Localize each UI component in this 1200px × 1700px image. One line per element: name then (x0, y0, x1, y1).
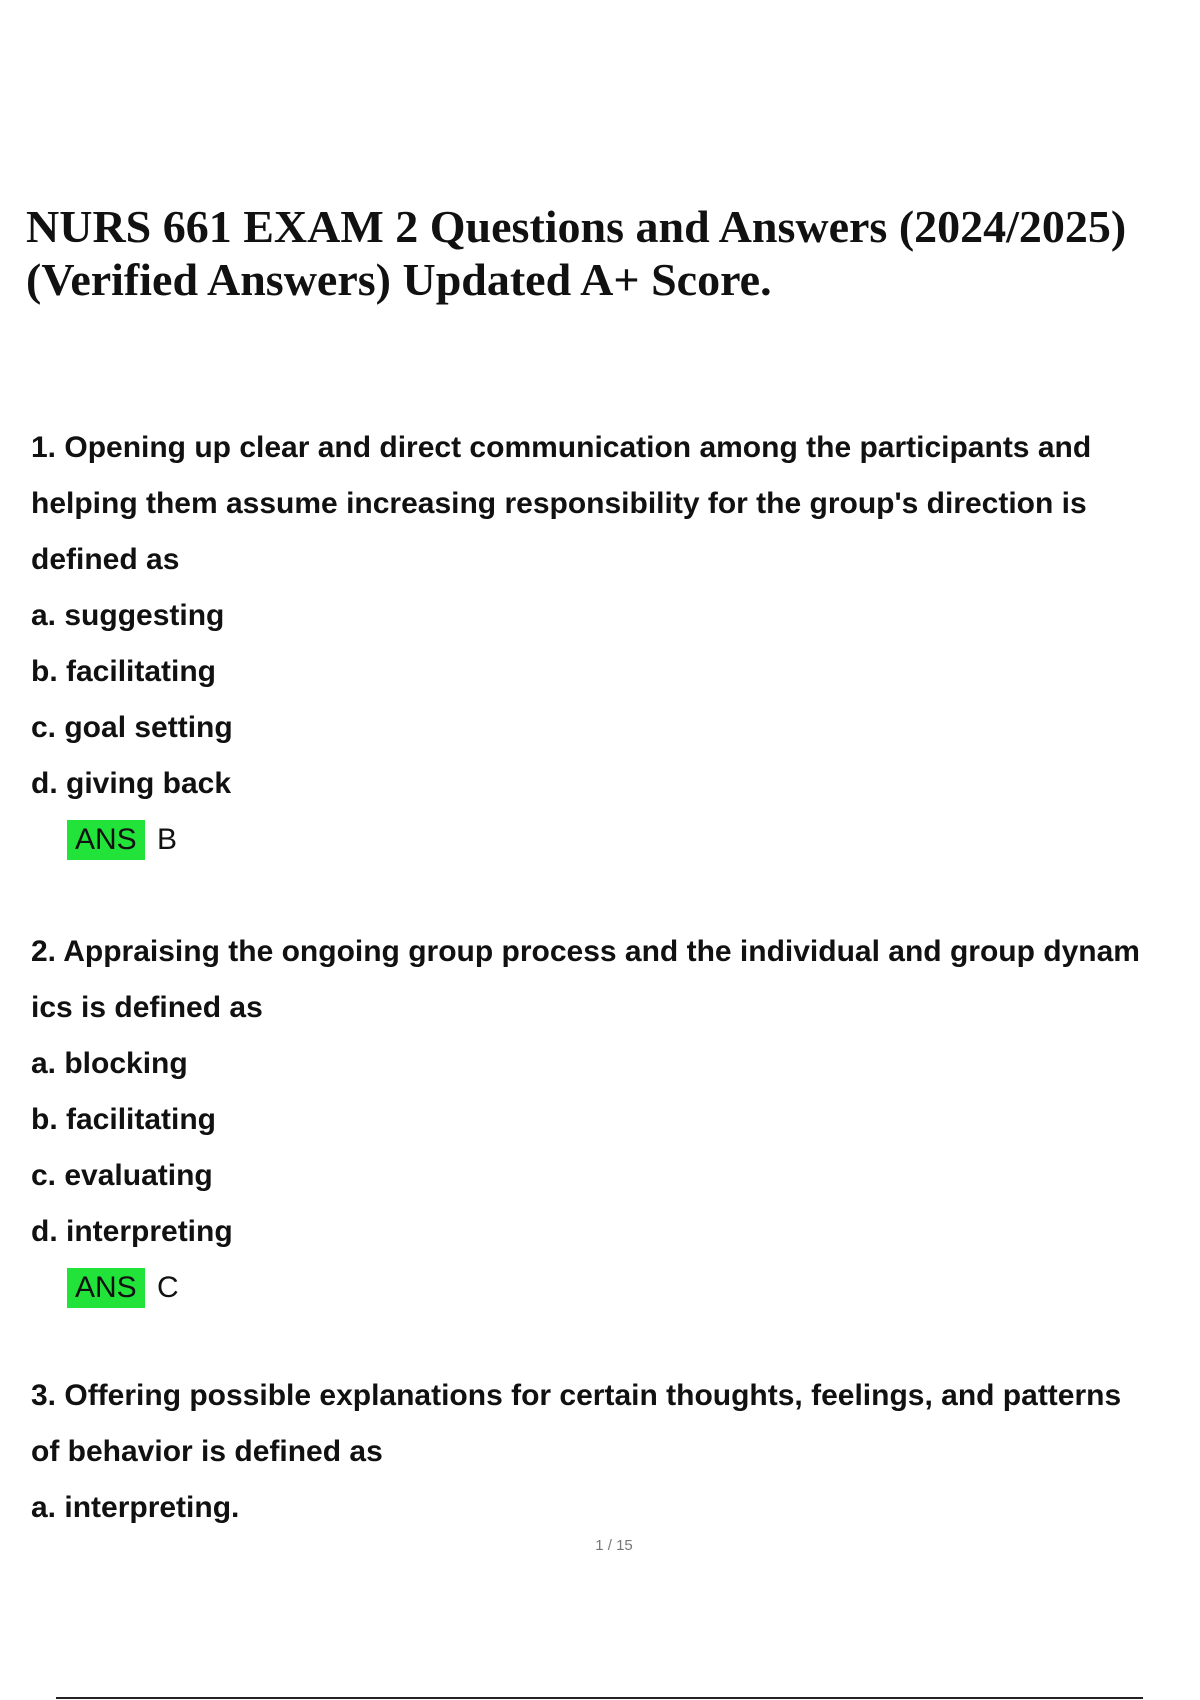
document-title (26, 200, 1196, 306)
question-3-option-a: a. interpreting. (31, 1491, 240, 1524)
answer-highlight-label: ANS (67, 820, 145, 860)
page-number: 1 / 15 (595, 1537, 633, 1554)
question-1-answer (31, 812, 1200, 868)
question-2-answer (31, 1260, 1200, 1316)
question-1-option-d: d. giving back (31, 767, 232, 800)
question-3-line-2: of behavior is defined as (31, 1435, 383, 1468)
document-title-line-2: (Verified Answers) Updated A+ Score. (26, 254, 772, 305)
question-2-line-1: 2. Appraising the ongoing group process and the individual and group dynam (31, 935, 1140, 968)
question-2-option-a: a. blocking (31, 1047, 188, 1080)
answer-highlight-label: ANS (67, 1268, 145, 1308)
question-2-option-b: b. facilitating (31, 1103, 217, 1136)
page-divider (56, 1697, 1143, 1699)
question-2-option-d: d. interpreting (31, 1215, 233, 1248)
question-2-option-c: c. evaluating (31, 1159, 213, 1192)
answer-value: B (157, 823, 178, 856)
document-title-line-1: NURS 661 EXAM 2 Questions and Answers (2024/2025) (26, 201, 1127, 252)
question-1-option-a: a. suggesting (31, 599, 225, 632)
question-1-option-b: b. facilitating (31, 655, 217, 688)
question-2-line-2: ics is defined as (31, 991, 263, 1024)
question-1 (31, 420, 1200, 868)
answer-value: C (157, 1271, 179, 1304)
question-1-line-1: 1. Opening up clear and direct communication among the participants and (31, 431, 1092, 464)
question-3 (31, 1368, 1200, 1536)
question-3-line-1: 3. Offering possible explanations for certain thoughts, feelings, and patterns (31, 1379, 1122, 1412)
question-2 (31, 924, 1200, 1316)
question-1-line-2: helping them assume increasing responsibility for the group's direction is (31, 487, 1087, 520)
question-1-line-3: defined as (31, 543, 180, 576)
question-1-option-c: c. goal setting (31, 711, 233, 744)
